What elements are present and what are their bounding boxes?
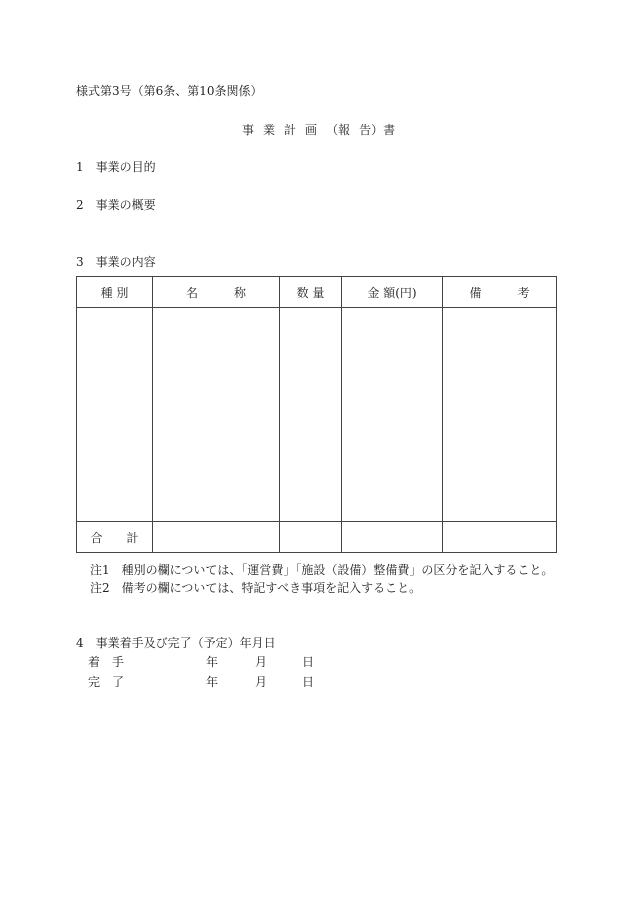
header-name: 名 称 (153, 277, 280, 308)
completion-month[interactable]: 月 (255, 675, 268, 689)
page-title (242, 123, 404, 137)
total-amount[interactable] (342, 522, 443, 553)
title-char: 画 (305, 123, 318, 137)
total-label: 合 計 (77, 522, 153, 553)
title-char: 計 (284, 123, 297, 137)
section-3-heading: 3 事業の内容 (76, 255, 156, 269)
business-content-table (76, 276, 557, 553)
cell-remarks[interactable] (443, 308, 557, 522)
total-quantity[interactable] (280, 522, 342, 553)
title-char: 告）書 (359, 123, 396, 137)
section-1-heading: 1 事業の目的 (76, 160, 156, 174)
start-day[interactable]: 日 (302, 655, 315, 669)
header-type: 種 別 (77, 277, 153, 308)
completion-year[interactable]: 年 (206, 675, 219, 689)
section-2-heading: 2 事業の概要 (76, 198, 156, 212)
form-number: 様式第3号（第6条、第10条関係） (76, 84, 263, 98)
cell-name[interactable] (153, 308, 280, 522)
header-remarks: 備 考 (443, 277, 557, 308)
header-amount: 金 額(円) (342, 277, 443, 308)
table-row (77, 308, 557, 522)
cell-quantity[interactable] (280, 308, 342, 522)
note-2: 注2 備考の欄については、特記すべき事項を記入すること。 (90, 581, 422, 595)
cell-type[interactable] (77, 308, 153, 522)
start-label: 着 手 (88, 655, 125, 669)
header-quantity: 数 量 (280, 277, 342, 308)
completion-day[interactable]: 日 (302, 675, 315, 689)
start-month[interactable]: 月 (255, 655, 268, 669)
title-char: （報 (326, 123, 351, 137)
title-char: 業 (263, 123, 276, 137)
cell-amount[interactable] (342, 308, 443, 522)
title-char: 事 (242, 123, 255, 137)
note-1: 注1 種別の欄については、「運営費」「施設（設備）整備費」の区分を記入すること。 (90, 563, 554, 577)
total-name[interactable] (153, 522, 280, 553)
section-4-heading: 4 事業着手及び完了（予定）年月日 (76, 636, 276, 650)
total-remarks[interactable] (443, 522, 557, 553)
completion-label: 完 了 (88, 675, 125, 689)
total-row (77, 522, 557, 553)
start-year[interactable]: 年 (206, 655, 219, 669)
